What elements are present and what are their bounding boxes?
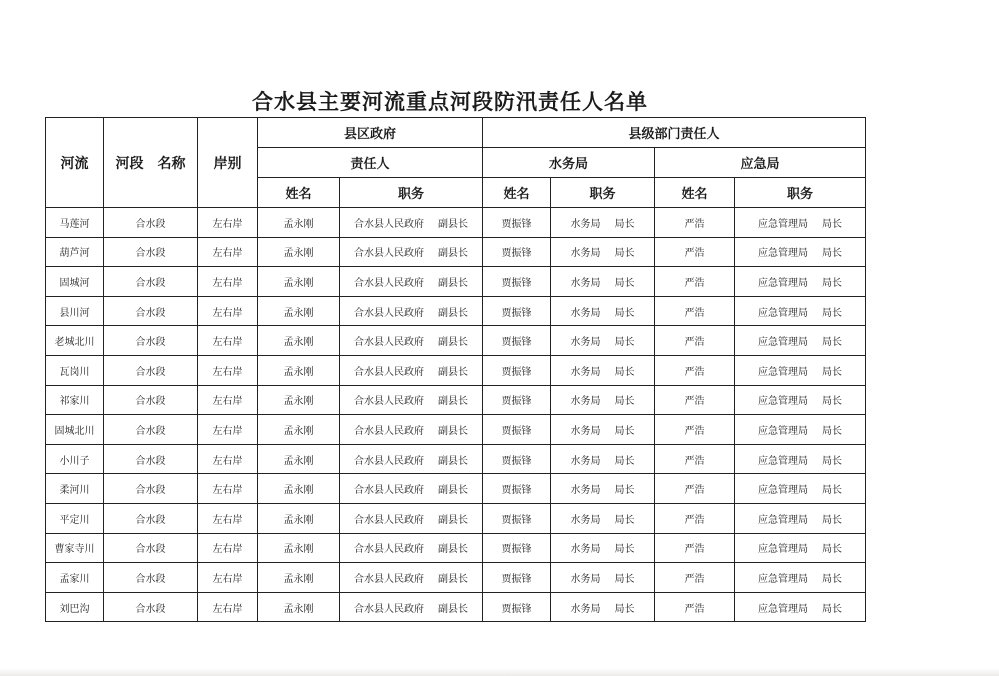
position-org: 应急管理局 bbox=[758, 455, 809, 467]
segment-cell: 合水段 bbox=[104, 474, 198, 504]
position-org: 应急管理局 bbox=[758, 573, 809, 585]
segment-cell: 合水段 bbox=[104, 385, 198, 415]
position-title: 副县长 bbox=[438, 277, 468, 289]
position-title: 局长 bbox=[822, 307, 843, 319]
water-name-cell: 贾振锋 bbox=[483, 296, 551, 326]
table-header bbox=[46, 118, 866, 208]
position-title: 局长 bbox=[822, 337, 843, 349]
position-title: 局长 bbox=[614, 396, 635, 408]
water-name-cell: 贾振锋 bbox=[483, 355, 551, 385]
position-title: 局长 bbox=[822, 544, 843, 556]
position-title: 局长 bbox=[822, 485, 843, 497]
position-title: 局长 bbox=[614, 514, 635, 526]
position-org: 应急管理局 bbox=[758, 544, 809, 556]
header-county-dept: 县级部门责任人 bbox=[483, 118, 866, 148]
scan-shadow bbox=[0, 668, 999, 676]
position-title: 局长 bbox=[822, 573, 843, 585]
position-org: 合水县人民政府 bbox=[354, 603, 424, 615]
header-river: 河流 bbox=[46, 118, 104, 208]
emerg-position-cell bbox=[735, 415, 866, 445]
position-org: 水务局 bbox=[570, 396, 601, 408]
gov-name-cell: 孟永刚 bbox=[258, 237, 340, 267]
river-cell: 马莲河 bbox=[46, 208, 104, 238]
position-title: 局长 bbox=[614, 337, 635, 349]
position-org: 水务局 bbox=[570, 485, 601, 497]
segment-cell: 合水段 bbox=[104, 444, 198, 474]
emerg-name-cell: 严浩 bbox=[655, 355, 735, 385]
segment-cell: 合水段 bbox=[104, 415, 198, 445]
table-row bbox=[46, 267, 866, 297]
emerg-name-cell: 严浩 bbox=[655, 474, 735, 504]
gov-position-cell bbox=[340, 208, 483, 238]
water-position-cell bbox=[551, 503, 655, 533]
bank-cell: 左右岸 bbox=[198, 503, 258, 533]
position-org: 水务局 bbox=[570, 307, 601, 319]
water-position-cell bbox=[551, 208, 655, 238]
emerg-position-cell bbox=[735, 355, 866, 385]
river-cell: 老城北川 bbox=[46, 326, 104, 356]
position-org: 应急管理局 bbox=[758, 248, 809, 260]
water-position-cell bbox=[551, 533, 655, 563]
gov-position-cell bbox=[340, 355, 483, 385]
table-row bbox=[46, 563, 866, 593]
emerg-name-cell: 严浩 bbox=[655, 533, 735, 563]
river-cell: 固城北川 bbox=[46, 415, 104, 445]
position-org: 合水县人民政府 bbox=[354, 248, 424, 260]
position-org: 合水县人民政府 bbox=[354, 425, 424, 437]
emerg-position-cell bbox=[735, 385, 866, 415]
gov-position-cell bbox=[340, 474, 483, 504]
emerg-name-cell: 严浩 bbox=[655, 208, 735, 238]
header-segment-name: 名称 bbox=[157, 155, 186, 172]
emerg-position-cell bbox=[735, 503, 866, 533]
position-org: 水务局 bbox=[570, 544, 601, 556]
position-org: 应急管理局 bbox=[758, 366, 809, 378]
position-org: 应急管理局 bbox=[758, 277, 809, 289]
position-title: 局长 bbox=[614, 248, 635, 260]
water-name-cell: 贾振锋 bbox=[483, 208, 551, 238]
emerg-name-cell: 严浩 bbox=[655, 592, 735, 622]
emerg-position-cell bbox=[735, 326, 866, 356]
position-title: 局长 bbox=[822, 218, 843, 230]
water-name-cell: 贾振锋 bbox=[483, 267, 551, 297]
position-title: 副县长 bbox=[438, 514, 468, 526]
water-name-cell: 贾振锋 bbox=[483, 326, 551, 356]
water-position-cell bbox=[551, 326, 655, 356]
emerg-name-cell: 严浩 bbox=[655, 563, 735, 593]
gov-position-cell bbox=[340, 237, 483, 267]
position-title: 局长 bbox=[822, 277, 843, 289]
position-title: 局长 bbox=[822, 455, 843, 467]
header-segment bbox=[104, 118, 198, 208]
bank-cell: 左右岸 bbox=[198, 474, 258, 504]
position-title: 局长 bbox=[822, 514, 843, 526]
position-org: 合水县人民政府 bbox=[354, 544, 424, 556]
position-title: 局长 bbox=[614, 544, 635, 556]
gov-name-cell: 孟永刚 bbox=[258, 563, 340, 593]
position-org: 应急管理局 bbox=[758, 485, 809, 497]
header-emerg-position: 职务 bbox=[735, 178, 866, 208]
position-org: 应急管理局 bbox=[758, 514, 809, 526]
position-org: 水务局 bbox=[570, 514, 601, 526]
table-row bbox=[46, 296, 866, 326]
position-org: 水务局 bbox=[570, 337, 601, 349]
position-title: 副县长 bbox=[438, 396, 468, 408]
position-title: 副县长 bbox=[438, 307, 468, 319]
position-title: 副县长 bbox=[438, 544, 468, 556]
position-title: 副县长 bbox=[438, 366, 468, 378]
gov-position-cell bbox=[340, 592, 483, 622]
emerg-position-cell bbox=[735, 592, 866, 622]
position-title: 副县长 bbox=[438, 218, 468, 230]
water-position-cell bbox=[551, 237, 655, 267]
table-row bbox=[46, 237, 866, 267]
segment-cell: 合水段 bbox=[104, 208, 198, 238]
position-org: 合水县人民政府 bbox=[354, 218, 424, 230]
bank-cell: 左右岸 bbox=[198, 592, 258, 622]
water-position-cell bbox=[551, 355, 655, 385]
water-position-cell bbox=[551, 267, 655, 297]
gov-position-cell bbox=[340, 563, 483, 593]
position-org: 应急管理局 bbox=[758, 307, 809, 319]
river-cell: 刘巴沟 bbox=[46, 592, 104, 622]
river-cell: 平定川 bbox=[46, 503, 104, 533]
bank-cell: 左右岸 bbox=[198, 563, 258, 593]
table-row bbox=[46, 326, 866, 356]
river-cell: 柔河川 bbox=[46, 474, 104, 504]
emerg-position-cell bbox=[735, 533, 866, 563]
position-title: 局长 bbox=[614, 603, 635, 615]
position-org: 合水县人民政府 bbox=[354, 396, 424, 408]
emerg-position-cell bbox=[735, 474, 866, 504]
table-row bbox=[46, 355, 866, 385]
position-org: 合水县人民政府 bbox=[354, 573, 424, 585]
position-title: 局长 bbox=[822, 396, 843, 408]
gov-position-cell bbox=[340, 533, 483, 563]
position-org: 合水县人民政府 bbox=[354, 485, 424, 497]
position-title: 局长 bbox=[614, 485, 635, 497]
gov-position-cell bbox=[340, 444, 483, 474]
gov-position-cell bbox=[340, 267, 483, 297]
position-title: 局长 bbox=[614, 307, 635, 319]
header-responsible: 责任人 bbox=[258, 148, 483, 178]
position-title: 局长 bbox=[822, 603, 843, 615]
gov-name-cell: 孟永刚 bbox=[258, 385, 340, 415]
table-row bbox=[46, 208, 866, 238]
header-emergency-bureau: 应急局 bbox=[655, 148, 866, 178]
position-title: 局长 bbox=[614, 425, 635, 437]
river-cell: 县川河 bbox=[46, 296, 104, 326]
position-title: 副县长 bbox=[438, 573, 468, 585]
water-name-cell: 贾振锋 bbox=[483, 444, 551, 474]
position-title: 局长 bbox=[614, 573, 635, 585]
water-position-cell bbox=[551, 592, 655, 622]
bank-cell: 左右岸 bbox=[198, 355, 258, 385]
position-title: 局长 bbox=[614, 218, 635, 230]
position-org: 水务局 bbox=[570, 455, 601, 467]
position-title: 局长 bbox=[822, 425, 843, 437]
gov-name-cell: 孟永刚 bbox=[258, 444, 340, 474]
emerg-position-cell bbox=[735, 237, 866, 267]
position-org: 水务局 bbox=[570, 248, 601, 260]
emerg-name-cell: 严浩 bbox=[655, 503, 735, 533]
bank-cell: 左右岸 bbox=[198, 533, 258, 563]
position-org: 水务局 bbox=[570, 425, 601, 437]
river-cell: 葫芦河 bbox=[46, 237, 104, 267]
table-body bbox=[46, 208, 866, 622]
water-position-cell bbox=[551, 444, 655, 474]
header-county-gov: 县区政府 bbox=[258, 118, 483, 148]
table-row bbox=[46, 415, 866, 445]
position-org: 水务局 bbox=[570, 603, 601, 615]
header-gov-name: 姓名 bbox=[258, 178, 340, 208]
table-row bbox=[46, 385, 866, 415]
emerg-name-cell: 严浩 bbox=[655, 326, 735, 356]
bank-cell: 左右岸 bbox=[198, 326, 258, 356]
position-org: 应急管理局 bbox=[758, 396, 809, 408]
water-name-cell: 贾振锋 bbox=[483, 385, 551, 415]
river-cell: 小川子 bbox=[46, 444, 104, 474]
water-name-cell: 贾振锋 bbox=[483, 503, 551, 533]
water-name-cell: 贾振锋 bbox=[483, 474, 551, 504]
position-org: 应急管理局 bbox=[758, 603, 809, 615]
water-name-cell: 贾振锋 bbox=[483, 563, 551, 593]
position-org: 应急管理局 bbox=[758, 425, 809, 437]
water-position-cell bbox=[551, 474, 655, 504]
emerg-position-cell bbox=[735, 267, 866, 297]
position-org: 水务局 bbox=[570, 573, 601, 585]
position-title: 副县长 bbox=[438, 248, 468, 260]
position-org: 合水县人民政府 bbox=[354, 366, 424, 378]
gov-position-cell bbox=[340, 296, 483, 326]
table-row bbox=[46, 533, 866, 563]
segment-cell: 合水段 bbox=[104, 533, 198, 563]
river-cell: 祁家川 bbox=[46, 385, 104, 415]
water-position-cell bbox=[551, 385, 655, 415]
gov-name-cell: 孟永刚 bbox=[258, 326, 340, 356]
position-org: 水务局 bbox=[570, 277, 601, 289]
header-water-position: 职务 bbox=[551, 178, 655, 208]
gov-name-cell: 孟永刚 bbox=[258, 267, 340, 297]
position-title: 副县长 bbox=[438, 485, 468, 497]
segment-cell: 合水段 bbox=[104, 326, 198, 356]
emerg-position-cell bbox=[735, 208, 866, 238]
header-water-bureau: 水务局 bbox=[483, 148, 655, 178]
position-title: 局长 bbox=[614, 277, 635, 289]
emerg-position-cell bbox=[735, 444, 866, 474]
water-name-cell: 贾振锋 bbox=[483, 533, 551, 563]
position-title: 副县长 bbox=[438, 455, 468, 467]
gov-position-cell bbox=[340, 326, 483, 356]
water-name-cell: 贾振锋 bbox=[483, 415, 551, 445]
gov-name-cell: 孟永刚 bbox=[258, 208, 340, 238]
position-org: 水务局 bbox=[570, 218, 601, 230]
emerg-name-cell: 严浩 bbox=[655, 385, 735, 415]
gov-name-cell: 孟永刚 bbox=[258, 592, 340, 622]
bank-cell: 左右岸 bbox=[198, 415, 258, 445]
table-row bbox=[46, 503, 866, 533]
emerg-name-cell: 严浩 bbox=[655, 237, 735, 267]
position-org: 合水县人民政府 bbox=[354, 277, 424, 289]
emerg-position-cell bbox=[735, 563, 866, 593]
bank-cell: 左右岸 bbox=[198, 296, 258, 326]
emerg-name-cell: 严浩 bbox=[655, 296, 735, 326]
segment-cell: 合水段 bbox=[104, 355, 198, 385]
river-cell: 瓦岗川 bbox=[46, 355, 104, 385]
gov-position-cell bbox=[340, 385, 483, 415]
gov-name-cell: 孟永刚 bbox=[258, 296, 340, 326]
position-org: 合水县人民政府 bbox=[354, 337, 424, 349]
header-bank: 岸别 bbox=[198, 118, 258, 208]
river-cell: 孟家川 bbox=[46, 563, 104, 593]
water-position-cell bbox=[551, 415, 655, 445]
gov-name-cell: 孟永刚 bbox=[258, 533, 340, 563]
position-title: 局长 bbox=[822, 248, 843, 260]
bank-cell: 左右岸 bbox=[198, 385, 258, 415]
header-gov-position: 职务 bbox=[340, 178, 483, 208]
position-org: 水务局 bbox=[570, 366, 601, 378]
segment-cell: 合水段 bbox=[104, 267, 198, 297]
segment-cell: 合水段 bbox=[104, 237, 198, 267]
position-org: 应急管理局 bbox=[758, 337, 809, 349]
position-org: 应急管理局 bbox=[758, 218, 809, 230]
segment-cell: 合水段 bbox=[104, 592, 198, 622]
header-water-name: 姓名 bbox=[483, 178, 551, 208]
position-org: 合水县人民政府 bbox=[354, 307, 424, 319]
position-org: 合水县人民政府 bbox=[354, 514, 424, 526]
gov-position-cell bbox=[340, 503, 483, 533]
position-title: 副县长 bbox=[438, 425, 468, 437]
bank-cell: 左右岸 bbox=[198, 444, 258, 474]
emerg-position-cell bbox=[735, 296, 866, 326]
gov-name-cell: 孟永刚 bbox=[258, 415, 340, 445]
emerg-name-cell: 严浩 bbox=[655, 444, 735, 474]
water-name-cell: 贾振锋 bbox=[483, 592, 551, 622]
header-segment-label: 河段 bbox=[115, 155, 144, 172]
table-row bbox=[46, 444, 866, 474]
bank-cell: 左右岸 bbox=[198, 237, 258, 267]
position-title: 副县长 bbox=[438, 337, 468, 349]
table-row bbox=[46, 474, 866, 504]
water-name-cell: 贾振锋 bbox=[483, 237, 551, 267]
segment-cell: 合水段 bbox=[104, 296, 198, 326]
gov-position-cell bbox=[340, 415, 483, 445]
emerg-name-cell: 严浩 bbox=[655, 267, 735, 297]
gov-name-cell: 孟永刚 bbox=[258, 503, 340, 533]
water-position-cell bbox=[551, 563, 655, 593]
emerg-name-cell: 严浩 bbox=[655, 415, 735, 445]
gov-name-cell: 孟永刚 bbox=[258, 355, 340, 385]
table-row bbox=[46, 592, 866, 622]
responsibility-table bbox=[45, 117, 866, 622]
river-cell: 固城河 bbox=[46, 267, 104, 297]
header-emerg-name: 姓名 bbox=[655, 178, 735, 208]
segment-cell: 合水段 bbox=[104, 563, 198, 593]
segment-cell: 合水段 bbox=[104, 503, 198, 533]
water-position-cell bbox=[551, 296, 655, 326]
position-title: 局长 bbox=[614, 455, 635, 467]
position-org: 合水县人民政府 bbox=[354, 455, 424, 467]
document-title: 合水县主要河流重点河段防汛责任人名单 bbox=[252, 90, 648, 114]
gov-name-cell: 孟永刚 bbox=[258, 474, 340, 504]
river-cell: 曹家寺川 bbox=[46, 533, 104, 563]
position-title: 局长 bbox=[614, 366, 635, 378]
bank-cell: 左右岸 bbox=[198, 267, 258, 297]
position-title: 局长 bbox=[822, 366, 843, 378]
position-title: 副县长 bbox=[438, 603, 468, 615]
bank-cell: 左右岸 bbox=[198, 208, 258, 238]
